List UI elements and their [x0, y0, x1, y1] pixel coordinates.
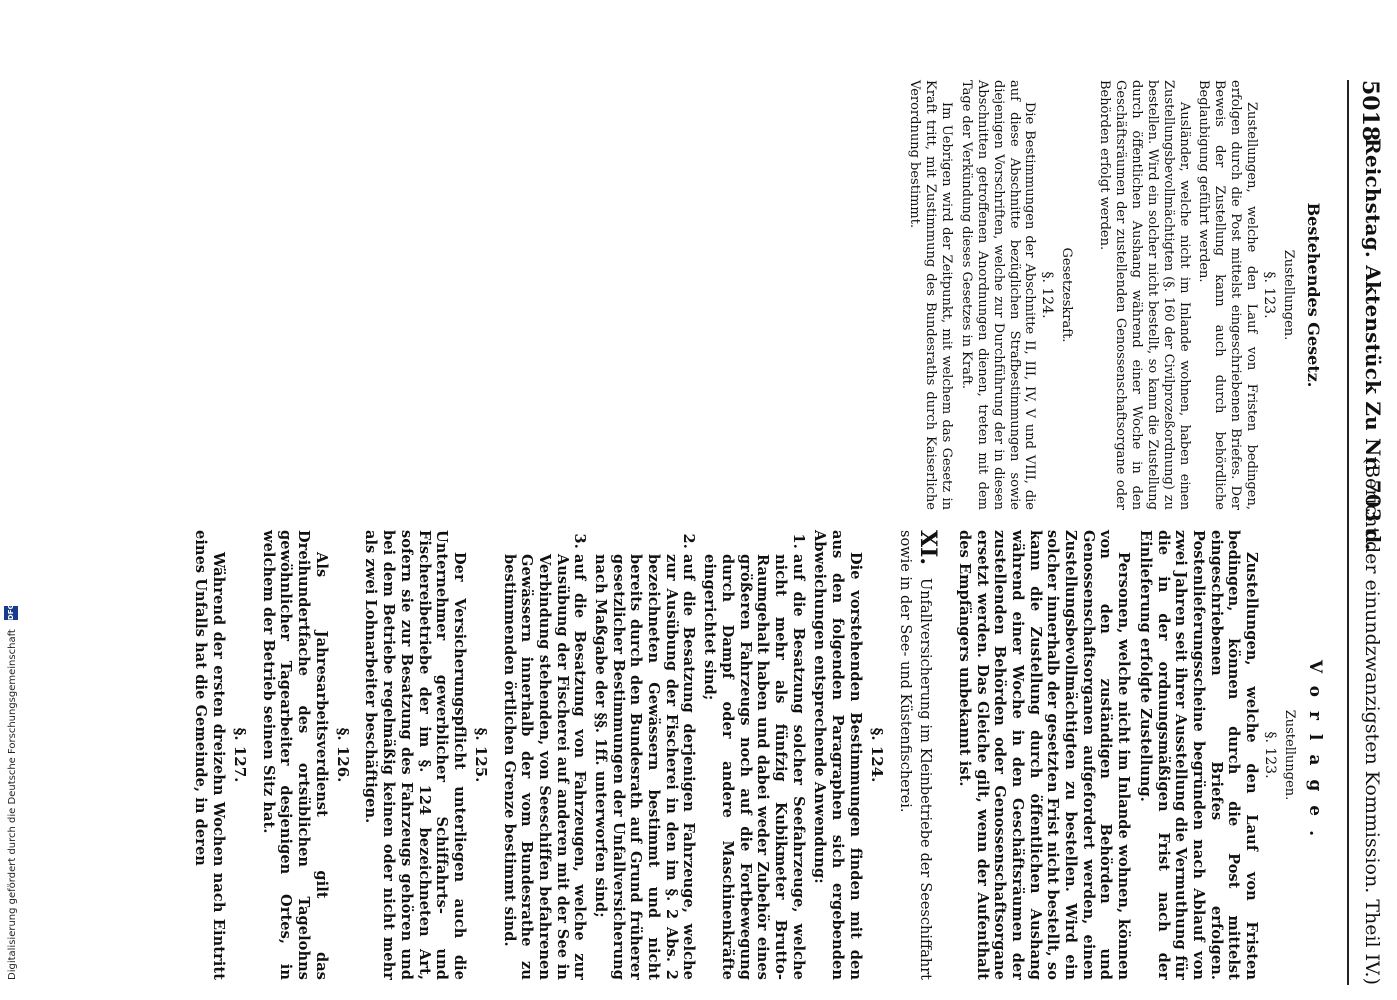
paragraph-number-126: §. 126.: [333, 727, 352, 783]
text-123-2-right: Personen, welche nicht im Inlande wohnen, können von den zuständigen Behörden und Genossenschaftsorganen aufgefordert werden, einen Zustellungsbevollmächtigten zu bestellen. Wird ein solcher innerhalb der gesetzten Frist nicht bestellt, so kann die Zustellung durch öffentlichen Aushang während einer Woche in den Geschäftsräumen der zustellenden Behörden oder Genossenschaftsorgane ersetzt werden. Das Gleiche gilt, wenn der Aufenthalt des Empfängers unbekannt ist.: [956, 530, 1133, 980]
section-title-existing-law: Bestehendes Gesetz.: [1304, 202, 1323, 388]
heading-zustellungen-right: Zustellungen.: [1282, 709, 1297, 801]
text-123-1-right: Zustellungen, welche den Lauf von Fristen bedingen, können durch die Post mittelst eingeschriebenen Briefes erfolgen. Postenlieferungsscheine begründen nach Ablauf von zwei Jahren seit ihrer Ausstellung die Vermuthung für die in der ordnungsmäßigen Frist nach der Einlieferung erfolgte Zustellung.: [1136, 530, 1260, 980]
paragraph-number-124-right: §. 124.: [867, 727, 886, 783]
document-title: Reichstag. Aktenstück Zu Nr. 703 d.: [1361, 138, 1385, 551]
paragraph-number-124: §. 124.: [1039, 271, 1056, 319]
document-subtitle: (Bericht der einundzwanzigsten Kommission. Theil IV.): [1361, 456, 1383, 985]
section-xi: [896, 530, 942, 980]
paragraph-number-125: §. 125.: [471, 727, 490, 783]
paragraph-number-123: §. 123.: [1261, 271, 1277, 319]
dfg-logo-icon: DFG: [4, 606, 18, 620]
text-126: Als Jahresarbeitsverdienst gilt das Dreihundertfache des ortsüblichen Tagelohns gewöhnlicher Tagearbeiter desjenigen Ortes, in welchem der Betrieb seinen Sitz hat.: [259, 530, 330, 980]
list-124-items: [500, 530, 807, 980]
page-number: 5018: [1357, 80, 1383, 142]
text-127: Während der ersten dreizehn Wochen nach Eintritt eines Unfalls hat die Gemeinde, in deren: [192, 530, 228, 980]
text-125: Der Versicherungspflicht unterliegen auch die Unternehmer gewerblicher Schiffahrts- und Fischereibetriebe der im §. 124 bezeichneten Art, sofern sie zur Besatzung des Fahrzeugs gehören und bei dem Betriebe regelmäßig keinen oder nicht mehr als zwei Lohnarbeiter beschäftigen.: [362, 530, 468, 980]
heading-zustellungen: Zustellungen.: [1281, 249, 1296, 341]
text-124-1: Die Bestimmungen der Abschnitte II, III, IV, V und VIII, die auf diese Abschnitte bezüglichen Strafbestimmungen sowie diejenigen Vorschriften, welche zur Durchführung der in diesen Abschnitten getroffenen Anordnungen dienen, treten mit dem Tage der Verkündung dieses Gesetzes in Kraft.: [958, 80, 1038, 510]
text-124-2: Im Uebrigen wird der Zeitpunkt, mit welchem das Gesetz in Kraft tritt, mit Zustimmung des Bundesraths durch Kaiserliche Verordnung bestimmt.: [907, 80, 955, 510]
footer-note: [0, 603, 19, 980]
section-title-proposal: Vorlage.: [1305, 659, 1325, 851]
text-123-2: Ausländer, welche nicht im Inlande wohnen, haben einen Zustellungsbevollmächtigten (§. 160 der Civilprozeßordnung) zu bestellen. Wird ein solcher nicht bestellt, so kann die Zustellung durch öffentlichen Aushang während einer Woche in den Geschäftsräumen der zustellenden Genossenschaftsorgane oder Behörden erfolgt werden.: [1097, 80, 1192, 510]
text-123-1: Zustellungen, welche den Lauf von Fristen bedingen, erfolgen durch die Post mittelst eingeschriebenen Briefes. Der Beweis der Zustellung kann auch durch behördliche Beglaubigung geführt werden.: [1196, 80, 1259, 510]
paragraph-number-127: §. 127.: [231, 727, 250, 783]
section-xi-number: XI.: [915, 530, 942, 566]
list-item: 1. auf die Besatzung solcher Seefahrzeuge, welche nicht mehr als fünfzig Kubikmeter Brutto-Raumgehalt haben und dabei weder Zubehör eines größeren Fahrzeugs noch auf die Fortbewegung durch Dampf oder andere Maschinenkräfte eingerichtet sind;: [701, 554, 807, 980]
section-xi-title: Unfallversicherung im Kleinbetriebe der Seeschiffahrt sowie in der See- und Küstenfischerei.: [896, 530, 934, 980]
page-header: [1347, 80, 1389, 985]
heading-gesetzeskraft: Gesetzeskraft.: [1059, 247, 1075, 343]
list-item: 3. auf die Besatzung von Fahrzeugen, welche zur Ausübung der Fischerei auf anderen mit der See in Verbindung stehenden, von Seeschiffen befahrenen Gewässern innerhalb der vom Bundesrathe zu bestimmenden örtlichen Grenze bestimmt sind.: [500, 554, 588, 980]
funding-note: Digitalisierung gefördert durch die Deutsche Forschungsgemeinschaft: [7, 629, 18, 980]
text-124-intro: Die vorstehenden Bestimmungen finden mit den aus den folgenden Paragraphen sich ergebenden Abweichungen entsprechende Anwendung:: [811, 530, 864, 980]
paragraph-number-123-right: §. 123.: [1262, 731, 1278, 779]
list-item: 2. auf die Besatzung derjenigen Fahrzeuge, welche zur Ausübung der Fischerei in den im §. 2 Abs. 2 bezeichneten Gewässern bestimmt und nicht bereits durch den Bundesrath auf Grund früherer gesetzlicher Bestimmungen der Unfallversicherung nach Maßgabe der §§. 1ff. unterworfen sind;: [591, 554, 697, 980]
right-column-proposal: [188, 530, 1337, 980]
left-column-existing-law: [903, 80, 1337, 510]
